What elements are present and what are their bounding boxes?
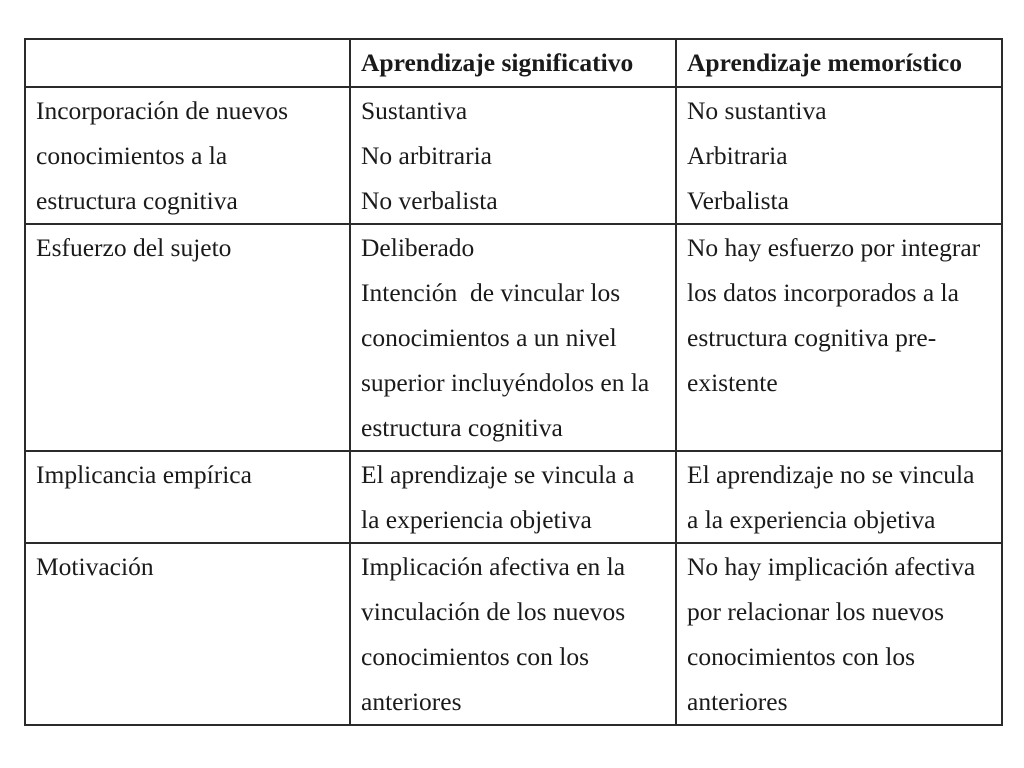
cell-line: estructura cognitiva pre-	[687, 323, 937, 352]
header-cell-significativo: Aprendizaje significativo	[350, 39, 676, 87]
cell-line: El aprendizaje se vincula a	[361, 460, 635, 489]
significativo-cell	[350, 224, 676, 451]
cell-line: Esfuerzo del sujeto	[36, 233, 232, 262]
cell-line: Implicación afectiva en la	[361, 552, 626, 581]
cell-line: anteriores	[687, 687, 788, 716]
cell-line: No hay implicación afectiva	[687, 552, 976, 581]
comparison-table	[24, 38, 1003, 726]
cell-line: conocimientos con los	[361, 642, 590, 671]
table-row	[25, 87, 1002, 224]
cell-line: anteriores	[361, 687, 462, 716]
table-row	[25, 224, 1002, 451]
criterion-cell	[25, 87, 350, 224]
cell-line: los datos incorporados a la	[687, 278, 959, 307]
cell-line: Deliberado	[361, 233, 475, 262]
cell-line: Arbitraria	[687, 141, 788, 170]
header-cell-memoristico: Aprendizaje memorístico	[676, 39, 1002, 87]
cell-line: conocimientos a un nivel	[361, 323, 617, 352]
cell-line: No sustantiva	[687, 96, 827, 125]
cell-line: El aprendizaje no se vincula	[687, 460, 975, 489]
cell-line: Motivación	[36, 552, 154, 581]
cell-line: existente	[687, 368, 778, 397]
cell-line: por relacionar los nuevos	[687, 597, 945, 626]
cell-line: Implicancia empírica	[36, 460, 252, 489]
criterion-cell	[25, 451, 350, 543]
criterion-cell	[25, 224, 350, 451]
criterion-cell	[25, 543, 350, 725]
cell-line: conocimientos a la	[36, 141, 228, 170]
memoristico-cell	[676, 451, 1002, 543]
cell-line: No verbalista	[361, 186, 498, 215]
cell-line: estructura cognitiva	[361, 413, 563, 442]
memoristico-cell	[676, 87, 1002, 224]
memoristico-cell	[676, 224, 1002, 451]
significativo-cell	[350, 87, 676, 224]
cell-line: la experiencia objetiva	[361, 505, 592, 534]
cell-line: superior incluyéndolos en la	[361, 368, 650, 397]
cell-line: vinculación de los nuevos	[361, 597, 626, 626]
cell-line: No arbitraria	[361, 141, 492, 170]
table-row	[25, 543, 1002, 725]
cell-line: estructura cognitiva	[36, 186, 238, 215]
cell-line: a la experiencia objetiva	[687, 505, 936, 534]
cell-line: conocimientos con los	[687, 642, 916, 671]
header-row	[25, 39, 1002, 87]
significativo-cell	[350, 451, 676, 543]
cell-line: No hay esfuerzo por integrar	[687, 233, 981, 262]
significativo-cell	[350, 543, 676, 725]
cell-line: Sustantiva	[361, 96, 468, 125]
memoristico-cell	[676, 543, 1002, 725]
cell-line: Incorporación de nuevos	[36, 96, 289, 125]
cell-line: Intención de vincular los	[361, 278, 621, 307]
header-cell-empty	[25, 39, 350, 87]
cell-line: Verbalista	[687, 186, 789, 215]
table-row	[25, 451, 1002, 543]
